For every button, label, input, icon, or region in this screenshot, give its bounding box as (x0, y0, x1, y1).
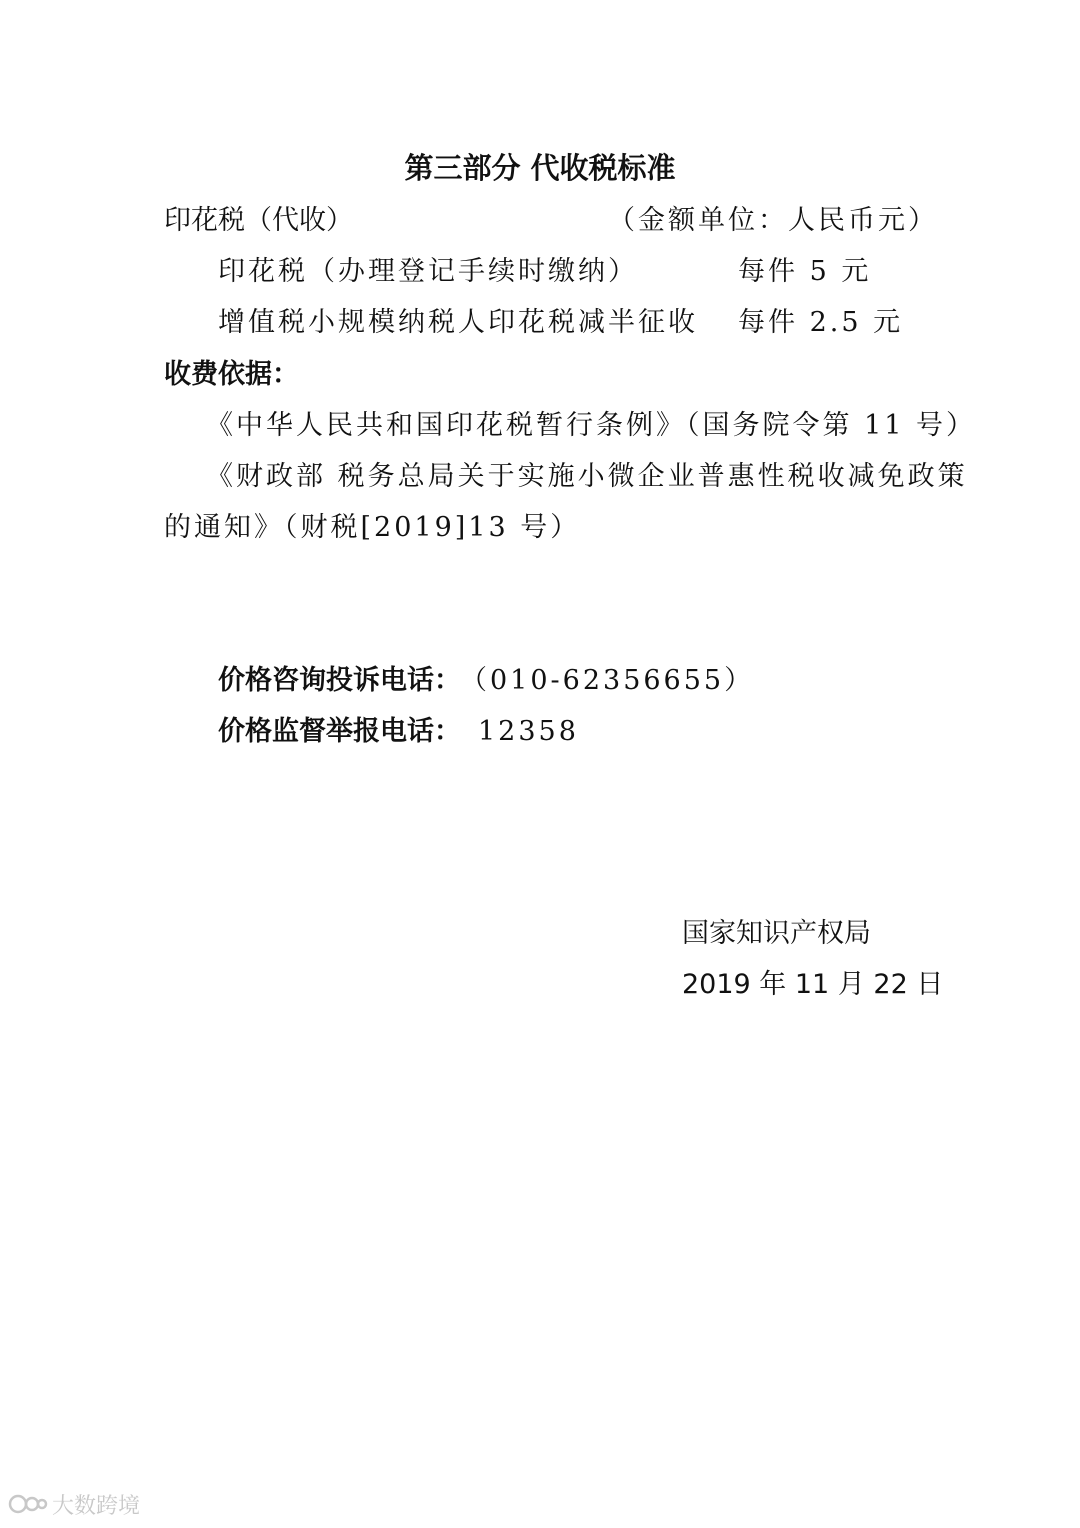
unit-note: （金额单位：人民币元） (608, 205, 938, 236)
fee-item-label: 印花税（办理登记手续时缴纳） (218, 256, 638, 287)
consult-phone-number: （010-62356655） (460, 665, 755, 696)
consult-phone-label: 价格咨询投诉电话： (218, 665, 461, 696)
basis-regulation: 《中华人民共和国印花税暂行条例》（国务院令第 11 号） (206, 410, 977, 441)
fee-item-label: 增值税小规模纳税人印花税减半征收 (218, 307, 698, 338)
basis-notice-line1: 《财政部 税务总局关于实施小微企业普惠性税收减免政策 (206, 461, 968, 492)
issuer-name: 国家知识产权局 (682, 918, 871, 949)
watermark (8, 1490, 140, 1518)
report-phone-label: 价格监督举报电话： (218, 716, 461, 747)
basis-notice-line2: 的通知》（财税[2019]13 号） (164, 512, 581, 543)
basis-heading: 收费依据： (164, 359, 299, 390)
fee-item-amount: 每件 2.5 元 (738, 307, 904, 338)
report-phone-number: 12358 (478, 716, 579, 747)
issue-date: 2019 年 11 月 22 日 (682, 969, 944, 1000)
section-heading: 印花税（代收） (164, 205, 353, 236)
page-title: 第三部分 代收税标准 (404, 151, 676, 185)
watermark-text: 大数跨境 (52, 1493, 141, 1519)
fee-item-amount: 每件 5 元 (738, 256, 872, 287)
dashu-logo-icon (8, 1491, 48, 1517)
